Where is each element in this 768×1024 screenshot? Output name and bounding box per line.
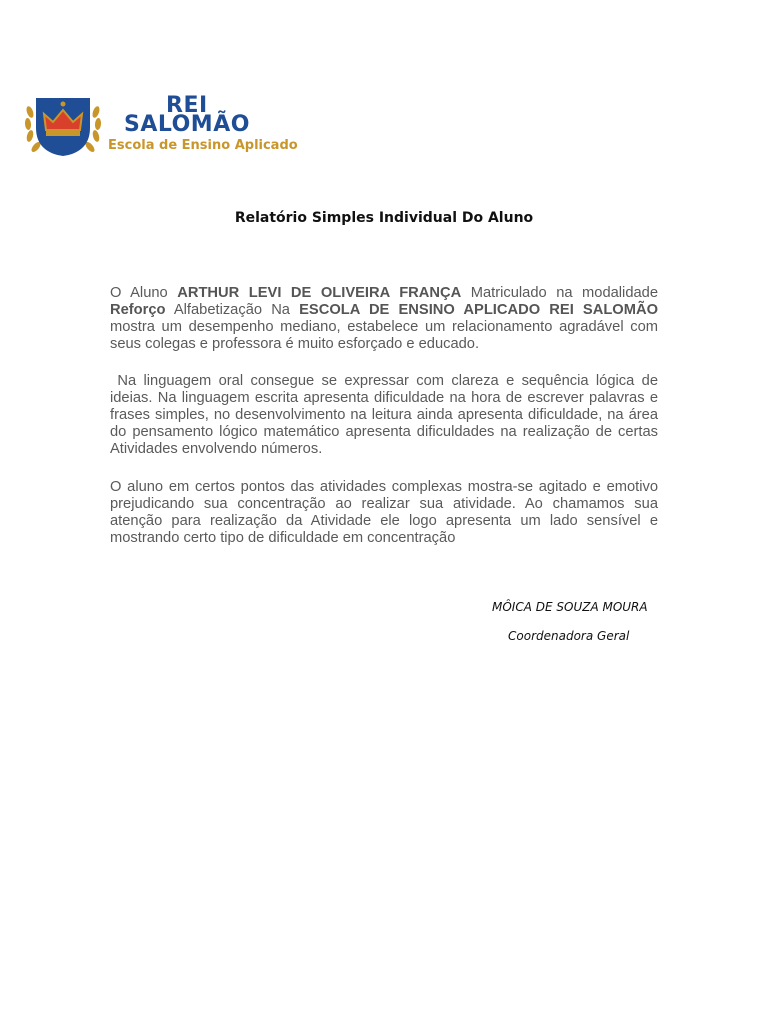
- logo-tagline: Escola de Ensino Aplicado: [108, 138, 298, 153]
- logo-text-salomao: SALOMÃO: [124, 112, 250, 137]
- modality: Reforço: [110, 302, 166, 318]
- paragraph-intro-text: O Aluno: [110, 285, 178, 301]
- paragraph-intro: [110, 285, 658, 353]
- paragraph-intro-text: Matriculado na modalidade: [461, 285, 658, 301]
- paragraph-intro-text: Alfabetização Na: [165, 302, 300, 318]
- signature-role: Coordenadora Geral: [508, 629, 630, 643]
- school-name: ESCOLA DE ENSINO APLICADO REI SALOMÃO: [299, 302, 658, 318]
- report-title: Relatório Simples Individual Do Aluno: [234, 210, 534, 226]
- crown-shield-icon: [22, 90, 108, 160]
- paragraph-behavior: O aluno em certos pontos das atividades complexas mostra-se agitado e emotivo prejudicando sua concentração ao realizar sua atividade. Ao chamamos sua atenção para realização da Atividade ele logo apresenta um lado sensível e mostrando certo tipo de dificuldade em concentração: [110, 479, 658, 546]
- logo-text-rei: REI: [166, 93, 208, 118]
- paragraph-intro-text: mostra um desempenho mediano, estabelece um relacionamento agradável com seus colegas e professora é muito esforçado e educado.: [110, 319, 658, 352]
- paragraph-language: Na linguagem oral consegue se expressar com clareza e sequência lógica de ideias. Na linguagem escrita apresenta dificuldade na hora de escrever palavras e frases simples, no desenvolvimento na leitura ainda apresenta dificuldade, na área do pensamento lógico matemático apresenta dificuldades na realização de certas Atividades envolvendo números.: [110, 373, 663, 457]
- student-name: ARTHUR LEVI DE OLIVEIRA FRANÇA: [177, 285, 462, 301]
- signature-name: MÔICA DE SOUZA MOURA: [492, 600, 648, 614]
- school-logo: [22, 90, 298, 160]
